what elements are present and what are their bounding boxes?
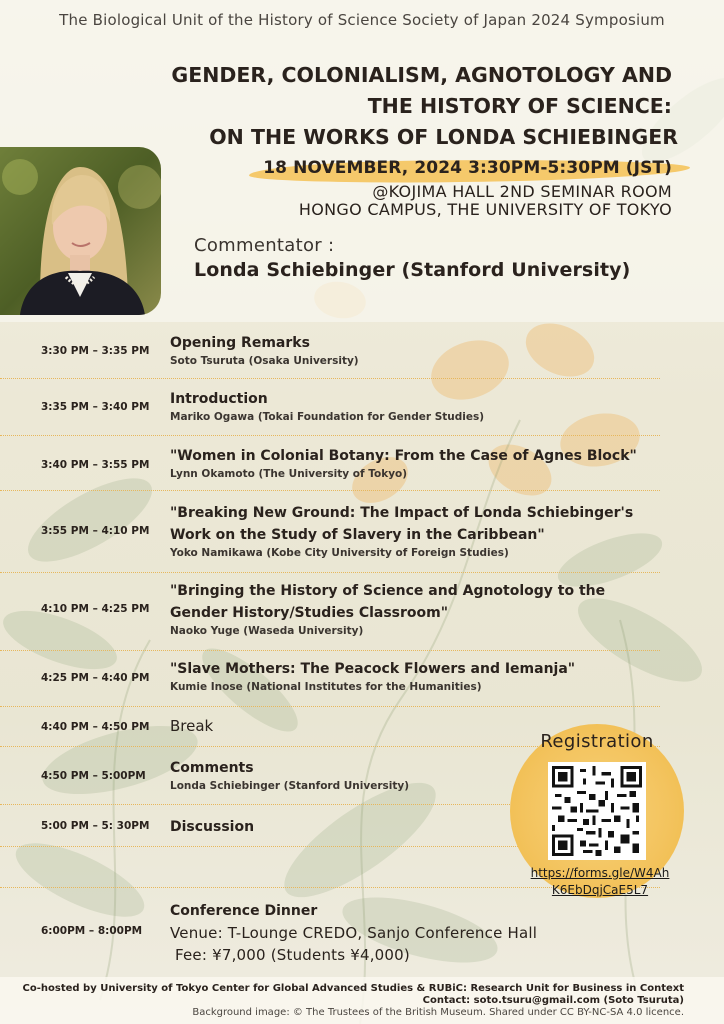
event-speaker: Londa Schiebinger (Stanford University) [170,780,410,792]
schedule-row [0,379,660,436]
schedule-row [0,573,660,651]
date-highlight [263,158,672,182]
event-title-text: "Women in Colonial Botany: From the Case of Agnes Block" [170,448,637,464]
venue-line-1: @KOJIMA HALL 2ND SEMINAR ROOM [372,182,672,201]
event-title [72,60,678,153]
symposium-line: The Biological Unit of the History of Science Society of Japan 2024 Symposium [59,11,665,29]
schedule-row [0,887,660,975]
schedule-time: 4:25 PM – 4:40 PM [41,672,150,684]
title-line-3: ON THE WORKS OF LONDA SCHIEBINGER [209,125,678,149]
event-date: 18 NOVEMBER, 2024 3:30PM-5:30PM (JST) [263,158,672,178]
event-title-text: "Bringing the History of Science and Agnotology to the [170,583,606,599]
cohost-text: Co-hosted by University of Tokyo Center for Global Advanced Studies & RUBiC: Research Unit for Business in Context [22,983,684,994]
event-title-text: Conference Dinner [170,903,318,919]
schedule-time: 5:00 PM – 5: 30PM [41,820,150,832]
schedule-row [0,491,660,573]
contact-text: Contact: soto.tsuru@gmail.com (Soto Tsuruta) [422,995,684,1006]
venue-line-2: HONGO CAMPUS, THE UNIVERSITY OF TOKYO [298,200,672,219]
title-line-2: THE HISTORY OF SCIENCE: [367,94,672,118]
event-title-text: Work on the Study of Slavery in the Caribbean" [170,527,545,543]
dinner-fee: Fee: ¥7,000 (Students ¥4,000) [175,946,410,964]
registration-link[interactable] [530,865,670,899]
registration-link-line-1[interactable]: https://forms.gle/W4Ah [530,866,670,880]
registration-qr-code[interactable] [548,762,646,860]
commentator-label: Commentator : [194,235,335,256]
event-title-text: Discussion [170,819,255,835]
event-title-text: "Breaking New Ground: The Impact of Londa Schiebinger's [170,505,634,521]
event-title-text: Break [170,717,214,735]
schedule-time: 3:40 PM – 3:55 PM [41,459,150,471]
event-speaker: Naoko Yuge (Waseda University) [170,625,364,637]
registration-title: Registration [540,731,654,752]
title-line-1: GENDER, COLONIALISM, AGNOTOLOGY AND [171,63,672,87]
commentator-photo [0,147,161,315]
schedule-time: 3:55 PM – 4:10 PM [41,525,150,537]
event-speaker: Yoko Namikawa (Kobe City University of Foreign Studies) [170,547,509,559]
schedule-row [0,436,660,491]
event-speaker: Lynn Okamoto (The University of Tokyo) [170,468,408,480]
schedule-time: 4:50 PM – 5:00PM [41,770,146,782]
schedule-event [170,332,650,368]
schedule-event [170,580,650,638]
event-speaker: Mariko Ogawa (Tokai Foundation for Gender Studies) [170,411,485,423]
event-title-text: "Slave Mothers: The Peacock Flowers and Iemanja" [170,661,576,677]
schedule-event [170,658,650,694]
schedule-time: 4:10 PM – 4:25 PM [41,603,150,615]
commentator-name: Londa Schiebinger (Stanford University) [194,259,631,281]
registration-badge [510,710,685,900]
event-speaker: Kumie Inose (National Institutes for the Humanities) [170,681,482,693]
schedule-time: 6:00PM – 8:00PM [41,925,143,937]
event-title-text: Gender History/Studies Classroom" [170,605,449,621]
footer [0,977,724,1024]
event-title-text: Opening Remarks [170,335,310,351]
schedule-row [0,324,660,379]
event-title-text: Comments [170,760,254,776]
schedule-event [170,445,650,481]
schedule-event [170,502,650,560]
schedule-time: 3:35 PM – 3:40 PM [41,401,150,413]
schedule-time: 4:40 PM – 4:50 PM [41,721,150,733]
schedule-time: 3:30 PM – 3:35 PM [41,345,150,357]
dinner-venue: Venue: T-Lounge CREDO, Sanjo Conference Hall [170,924,538,942]
event-title-text: Introduction [170,391,268,407]
schedule-event [170,900,650,966]
event-speaker: Soto Tsuruta (Osaka University) [170,355,359,367]
image-credit: Background image: © The Trustees of the British Museum. Shared under CC BY-NC-SA 4.0 licence. [192,1007,684,1018]
schedule-event [170,388,650,424]
schedule-row [0,651,660,707]
registration-link-line-2[interactable]: K6EbDqjCaE5L7 [551,883,649,897]
